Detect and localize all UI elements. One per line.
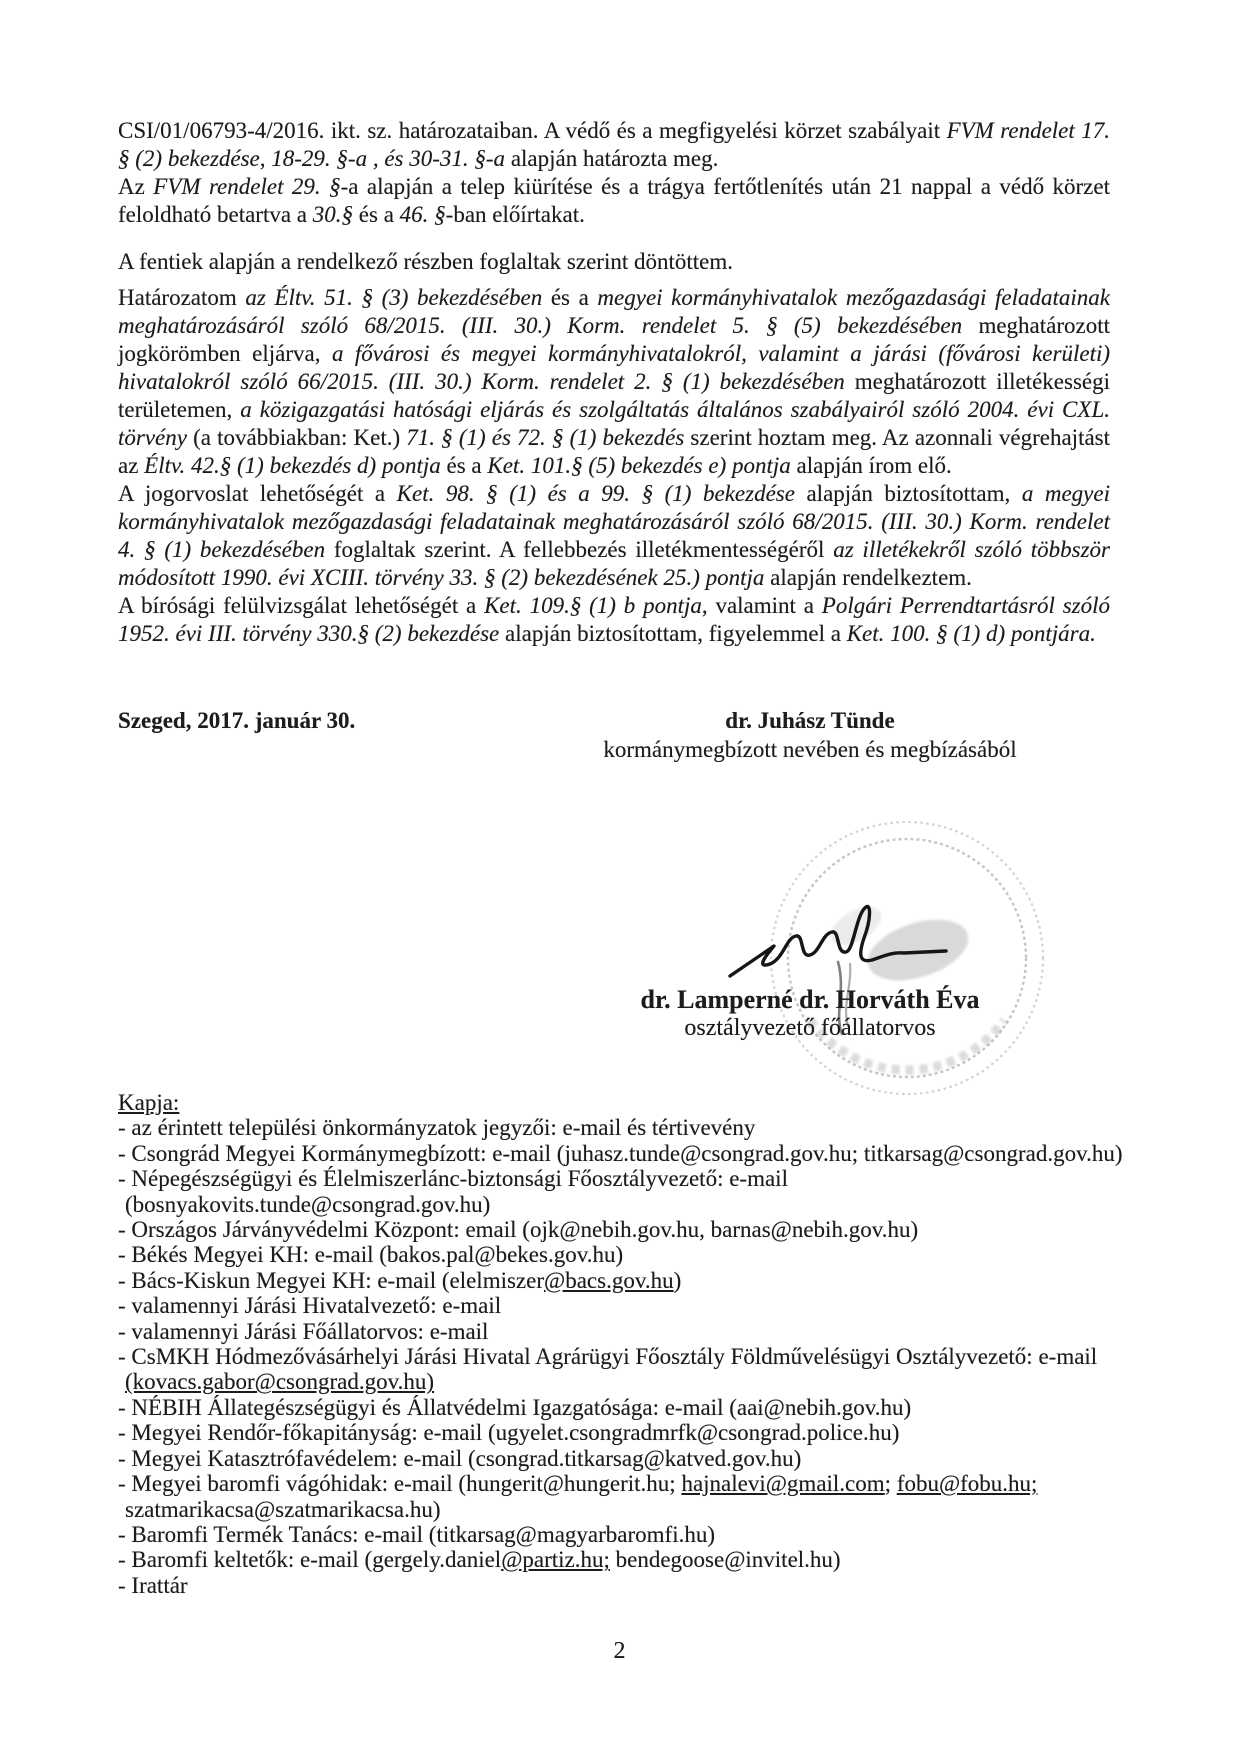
list-item [118,1319,1178,1344]
text-segment: A fentiek alapján a rendelkező részben foglaltak szerint döntöttem. [118,249,734,274]
text-segment: bendegoose@invitel.hu) [609,1547,841,1573]
text-segment: fobu@fobu.hu; [896,1471,1038,1497]
text-segment: és a [353,202,400,227]
list-item [118,1471,1178,1522]
recipients-list [118,1115,1178,1598]
text-segment: alapján biztosítottam, [794,481,1022,506]
text-segment: - CsMKH Hódmezővásárhelyi Járási Hivatal Agrárügyi Főosztály Földművelésügyi Osztályvezető: e-mail [118,1344,1098,1370]
list-item [118,1573,1178,1598]
list-item [118,1446,1178,1471]
text-segment: alapján rendelkeztem. [764,565,972,590]
list-item [118,1242,1178,1267]
text-segment: hajnalevi@gmail.com [681,1471,885,1497]
text-segment: Éltv. 42.§ (1) bekezdés d) pontja [144,453,441,478]
text-segment: (kovacs.gabor@csongrad.gov.hu) [125,1369,435,1395]
text-segment: A bírósági felülvizsgálat lehetőségét a [118,593,485,618]
text-segment: meghatározott jogkörömben eljárva, [118,313,1110,366]
list-item [118,1522,1178,1547]
signer-block [555,706,1065,764]
text-segment: - Baromfi keltetők: e-mail (gergely.daniel [118,1547,502,1573]
text-segment: - Békés Megyei KH: e-mail (bakos.pal@bekes.gov.hu) [118,1242,624,1268]
list-item [118,1395,1178,1420]
list-item [118,1115,1178,1140]
paragraph-legal-basis [118,284,1110,648]
paragraph-decision-statement [118,248,1110,276]
list-item [118,1420,1178,1445]
text-segment: (a továbbiakban: Ket.) [186,425,407,450]
list-item [118,1293,1178,1318]
text-segment: Az [118,174,154,199]
list-item [118,1268,1178,1293]
text-segment: FVM rendelet 29. § [153,174,341,199]
text-segment: szatmarikacsa@szatmarikacsa.hu) [125,1496,441,1522]
text-segment: 30.§ [312,202,354,227]
text-segment: A jogorvoslat lehetőségét a [118,481,397,506]
list-item [118,1344,1178,1395]
text-segment: szerint hoztam meg. Az azonnali végrehajtást az [118,425,1111,478]
text-segment: és a [440,453,488,478]
recipients-section [118,1090,1178,1598]
text-segment: Ket. 109.§ (1) b pontja [484,593,702,618]
text-segment: meghatározott illetékességi területemen, [118,369,1110,422]
text-segment: - Megyei Katasztrófavédelem: e-mail (csongrad.titkarsag@katved.gov.hu) [118,1445,802,1471]
text-segment: - az érintett települési önkormányzatok jegyzői: e-mail és tértivevény [118,1115,756,1141]
text-segment: 71. § (1) és 72. § (1) bekezdés [406,425,685,450]
text-segment: FVM rendelet 17. § (2) bekezdése, 18-29. §-a , és 30-31. §-a [118,118,1110,171]
text-segment: alapján határozta meg. [505,146,719,171]
signer-capacity: kormánymegbízott nevében és megbízásából [603,737,1017,762]
text-segment: @partiz.hu; [501,1547,610,1573]
text-segment: ) [673,1267,682,1293]
text-segment: - valamennyi Járási Főállatorvos: e-mail [118,1318,489,1344]
text-segment: - Népegészségügyi és Élelmiszerlánc-biztonsági Főosztályvezető: e-mail [118,1166,788,1192]
text-segment: - NÉBIH Állategészségügyi és Állatvédelmi Igazgatósága: e-mail (aai@nebih.gov.hu) [118,1394,912,1420]
text-segment: 46. § [399,202,446,227]
place-and-date: Szeged, 2017. január 30. [118,708,356,733]
text-segment: a megyei kormányhivatalok mezőgazdasági feladatainak meghatározásáról szóló 68/2015. (III. 30.) Korm. rendelet 4. § (1) bekezdésében [118,481,1110,562]
text-segment: az illetékekről szóló többször módosított 1990. évi XCIII. törvény 33. § (2) bekezdésének 25.) pontja [118,537,1110,590]
text-segment: - Országos Járványvédelmi Központ: email (ojk@nebih.gov.hu, barnas@nebih.gov.hu) [118,1217,919,1243]
signatory-name: dr. Lamperné dr. Horváth Éva [640,985,980,1014]
signatory-block [545,985,1075,1043]
text-segment: alapján biztosítottam, figyelemmel a [499,621,847,646]
text-segment: @bacs.gov.hu [544,1267,674,1293]
list-item [118,1217,1178,1242]
list-item [118,1166,1178,1217]
text-segment: - Bács-Kiskun Megyei KH: e-mail (elelmiszer [118,1267,545,1293]
text-segment: megyei kormányhivatalok mezőgazdasági feladatainak meghatározásáról szóló 68/2015. (III. 30.) Korm. rendelet 5. § (5) bekezdésében [118,285,1110,338]
page-number: 2 [613,1638,626,1664]
text-segment: - Megyei Rendőr-főkapitányság: e-mail (ugyelet.csongradmrfk@csongrad.police.hu) [118,1420,900,1446]
text-segment: , valamint a [701,593,822,618]
text-segment: foglaltak szerint. A fellebbezés illetékmentességéről [325,537,834,562]
text-segment: -a alapján a telep kiürítése és a trágya fertőtlenítés után 21 nappal a védő körzet feloldható betartva a [118,174,1110,227]
text-segment: - Baromfi Termék Tanács: e-mail (titkarsag@magyarbaromfi.hu) [118,1521,716,1547]
text-segment: a közigazgatási hatósági eljárás és szolgáltatás általános szabályairól szóló 2004. évi CXL. törvény [118,397,1110,450]
text-segment: és a [542,285,598,310]
text-segment: az Éltv. 51. § (3) bekezdésében [245,285,543,310]
text-segment: -ban előírtakat. [445,202,585,227]
list-item [118,1141,1178,1166]
text-segment: Ket. 101.§ (5) bekezdés e) pontja [487,453,791,478]
text-segment: ; [884,1471,897,1497]
text-segment: - Megyei baromfi vágóhidak: e-mail (hungerit@hungerit.hu; [118,1471,682,1497]
text-segment: - valamennyi Járási Hivatalvezető: e-mail [118,1293,502,1319]
text-segment: Polgári Perrendtartásról szóló 1952. évi III. törvény 330.§ (2) bekezdése [118,593,1111,646]
text-segment: - Csongrád Megyei Kormánymegbízott: e-mail (juhasz.tunde@csongrad.gov.hu; titkarsag@csongrad.gov.hu) [118,1140,1123,1166]
list-item [118,1547,1178,1572]
text-segment: (bosnyakovits.tunde@csongrad.gov.hu) [125,1191,491,1217]
signatory-title: osztályvezető főállatorvos [684,1015,936,1041]
text-segment: CSI/01/06793-4/2016. ikt. sz. határozataiban. A védő és a megfigyelési körzet szabályait [118,118,947,143]
recipients-heading: Kapja: [118,1090,180,1115]
text-segment: alapján írom elő. [790,453,952,478]
text-segment: Határozatom [118,285,246,310]
stamp-and-signature-graphic [690,780,1239,1120]
text-segment: a fővárosi és megyei kormányhivatalokról, valamint a járási (fővárosi kerületi) hivatalokról szóló 66/2015. (III. 30.) Korm. rendelet 2. § (1) bekezdésében [118,341,1111,394]
text-segment: Ket. 100. § (1) d) pontjára. [846,621,1096,646]
signer-name: dr. Juhász Tünde [725,708,895,733]
paragraph-case-reference [118,117,1110,229]
text-segment: Ket. 98. § (1) és a 99. § (1) bekezdése [396,481,795,506]
text-segment: - Irattár [118,1572,188,1598]
